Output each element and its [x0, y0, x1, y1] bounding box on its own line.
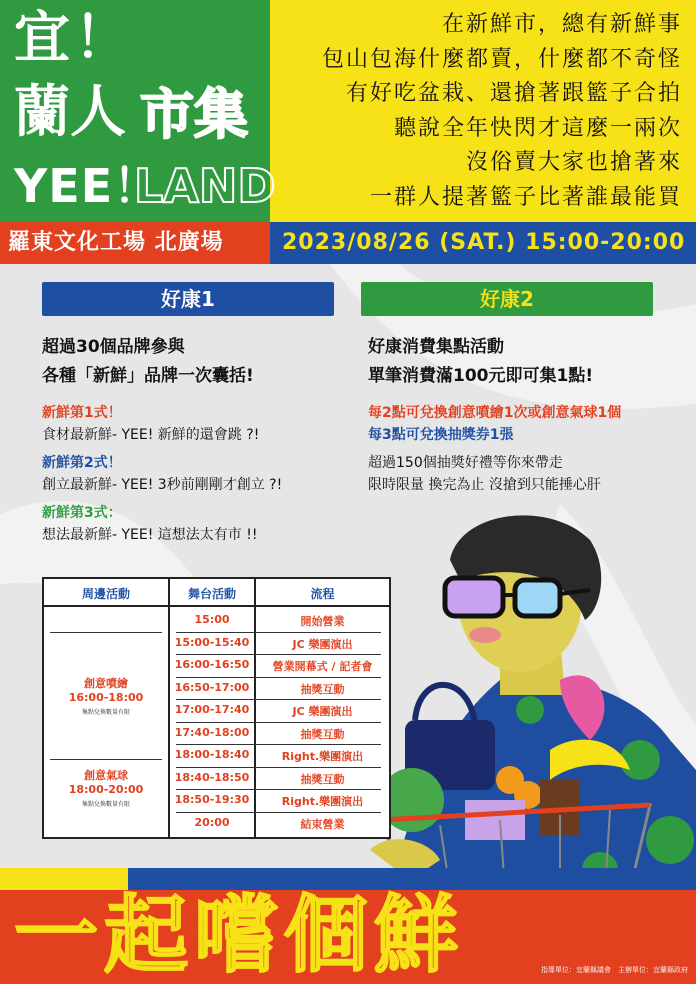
schedule-time: 18:40-18:50	[174, 770, 250, 784]
promo1-item-title: 新鮮第3式：	[42, 505, 122, 521]
promo2-body2: 限時限量 換完為止 沒搶到只能捶心肝	[368, 477, 601, 493]
schedule-time: 15:00-15:40	[174, 635, 250, 649]
logo-line1: 宜！	[14, 6, 134, 71]
poem-line: 一群人提著籃子比著誰最能買	[369, 184, 682, 210]
poem-line: 包山包海什麼都賣，什麼都不奇怪	[321, 46, 682, 72]
logo-line3b: LAND	[134, 159, 276, 213]
side-activity-title: 創意噴繪	[84, 677, 128, 690]
credits: 指導單位：宜蘭縣議會 主辦單位：宜蘭縣政府	[541, 966, 688, 974]
side-activity-note: 集點兌換數量有限	[81, 801, 130, 808]
schedule-header-flow: 流程	[310, 587, 335, 601]
promo1-headline2: 各種「新鮮」品牌一次囊括!	[42, 366, 254, 386]
promo2-redeem	[368, 402, 621, 446]
promo1-item	[42, 402, 259, 446]
schedule-event: 營業開幕式 / 記者會	[272, 660, 373, 673]
side-activity-note: 集點兌換數量有限	[81, 709, 130, 716]
schedule-time: 16:50-17:00	[174, 680, 250, 694]
promo1-item-text: 想法最新鮮- YEE! 這想法太有市 !!	[42, 527, 258, 543]
row-divider	[176, 767, 381, 768]
promo2-headline2: 單筆消費滿100元即可集1點!	[368, 366, 594, 386]
side-divider	[50, 759, 162, 760]
side-activity-1	[44, 677, 168, 705]
schedule-event: JC 樂團演出	[292, 705, 353, 718]
promo1-header: 好康1	[42, 282, 334, 316]
schedule-header-stage: 舞台活動	[187, 587, 236, 601]
schedule-time: 17:00-17:40	[174, 703, 250, 716]
side-activity-time: 16:00-18:00	[68, 691, 144, 704]
promo1-item	[42, 452, 282, 496]
schedule-table	[42, 577, 391, 839]
promo1-item-title: 新鮮第1式！	[42, 405, 122, 421]
promo2-body1: 超過150個抽獎好禮等你來帶走	[368, 455, 563, 471]
schedule-header-side: 周邊活動	[81, 587, 130, 601]
schedule-time: 16:00-16:50	[174, 658, 250, 671]
schedule-time: 20:00	[194, 815, 230, 829]
promo2-red-line: 每2點可兌換創意噴繪1次或創意氣球1個	[368, 405, 622, 421]
promo1-headline1: 超過30個品牌參與	[42, 337, 185, 357]
logo-line2b: 市集	[140, 83, 248, 146]
promo2-headline	[368, 333, 593, 391]
schedule-time: 18:50-19:30	[174, 793, 250, 806]
header-divider	[44, 605, 389, 607]
row-divider	[176, 632, 381, 633]
row-divider	[176, 812, 381, 813]
schedule-event: 抽獎互動	[300, 727, 345, 741]
row-divider	[176, 722, 381, 723]
promo1-item	[42, 502, 257, 546]
side-divider	[50, 632, 162, 633]
poem-line: 在新鮮市，總有新鮮事	[441, 12, 682, 37]
schedule-time: 15:00	[194, 613, 230, 626]
side-activity-time: 18:00-20:00	[68, 783, 144, 796]
row-divider	[176, 789, 381, 790]
shopper-illustration	[350, 510, 696, 890]
schedule-event: 抽獎互動	[300, 772, 345, 786]
logo-line3a: YEE！	[14, 159, 161, 213]
side-activity-title: 創意氣球	[84, 769, 128, 782]
promo1-item-title: 新鮮第2式！	[42, 455, 122, 471]
promo2-header: 好康2	[361, 282, 653, 316]
schedule-event: 開始營業	[300, 615, 345, 628]
poem-line: 有好吃盆栽、還搶著跟籃子合拍	[345, 81, 682, 106]
schedule-event: Right.樂團演出	[281, 750, 364, 763]
poem-line: 聽說全年快閃才這麼一兩次	[393, 115, 682, 141]
venue-text: 羅東文化工場 北廣場	[8, 230, 224, 255]
schedule-event: 結束營業	[300, 817, 345, 831]
schedule-event: Right.樂團演出	[281, 795, 364, 808]
row-divider	[176, 699, 381, 700]
row-divider	[176, 744, 381, 745]
datetime-text: 2023/08/26 (SAT.) 15:00-20:00	[282, 230, 686, 255]
row-divider	[176, 654, 381, 655]
logo-line2a: 蘭人	[14, 80, 126, 145]
promo1-item-text: 創立最新鮮- YEE! 3秒前剛剛才創立 ?!	[42, 477, 283, 493]
poem	[322, 8, 682, 215]
side-activity-2	[44, 769, 168, 797]
poem-line: 沒俗賣大家也搶著來	[465, 150, 682, 175]
schedule-time: 18:00-18:40	[174, 748, 250, 761]
schedule-event: 抽獎互動	[300, 682, 345, 696]
promo1-headline	[42, 333, 254, 391]
schedule-time: 17:40-18:00	[174, 725, 250, 739]
promo2-body	[368, 452, 601, 496]
promo2-blue-line: 每3點可兌換抽獎券1張	[368, 427, 514, 443]
promo1-item-text: 食材最新鮮- YEE! 新鮮的還會跳 ?!	[42, 427, 260, 443]
slogan: 一起嚐個鮮	[14, 886, 465, 984]
promo2-headline1: 好康消費集點活動	[368, 337, 504, 357]
row-divider	[176, 677, 381, 678]
schedule-event: JC 樂團演出	[292, 637, 353, 651]
